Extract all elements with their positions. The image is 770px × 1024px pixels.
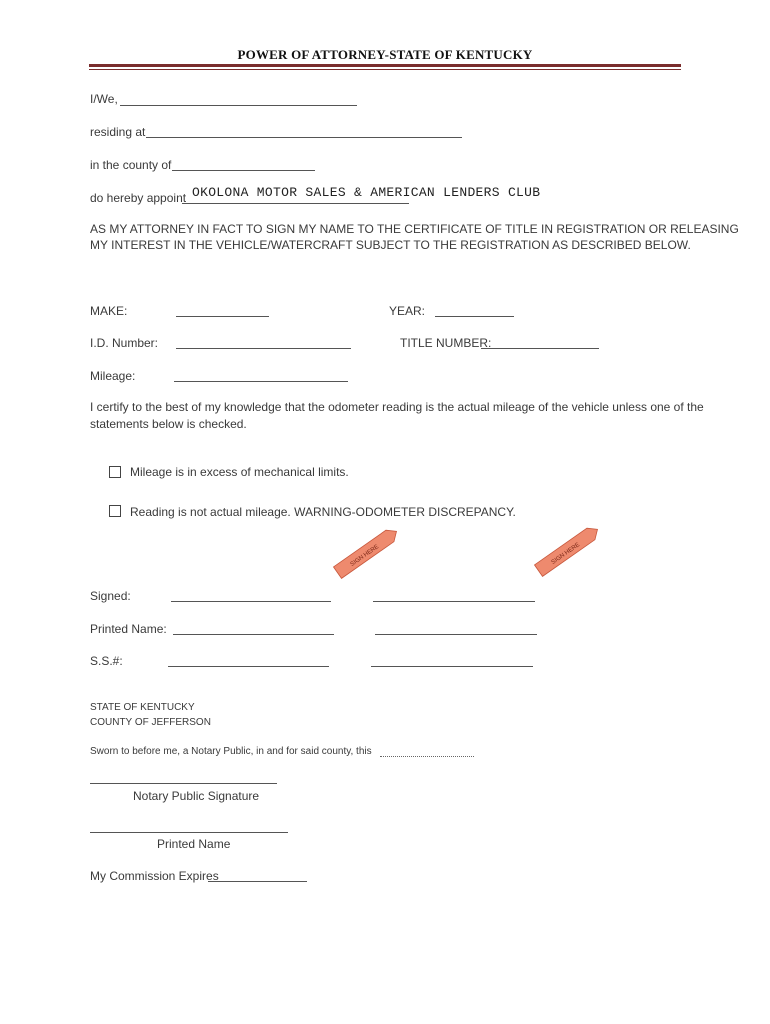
page-title: POWER OF ATTORNEY-STATE OF KENTUCKY: [237, 47, 533, 62]
appoint-value[interactable]: OKOLONA MOTOR SALES & AMERICAN LENDERS CLUB: [192, 185, 541, 200]
notary-signature-caption: Notary Public Signature: [133, 789, 260, 803]
sign-here-text-left: SIGN HERE: [349, 544, 381, 568]
ss-field-2[interactable]: [371, 666, 533, 667]
ss-field-1[interactable]: [168, 666, 329, 667]
year-field[interactable]: [435, 316, 514, 317]
odometer-discrepancy-label: Reading is not actual mileage. WARNING-ODOMETER DISCREPANCY.: [130, 505, 516, 519]
notary-state: STATE OF KENTUCKY: [90, 702, 195, 713]
mileage-excess-label: Mileage is in excess of mechanical limits.: [130, 465, 349, 479]
attorney-text-2: MY INTEREST IN THE VEHICLE/WATERCRAFT SUBJECT TO THE REGISTRATION AS DESCRIBED BELOW.: [90, 238, 691, 252]
signature-field-2[interactable]: [373, 601, 535, 602]
notary-county: COUNTY OF JEFFERSON: [90, 717, 211, 728]
sign-here-text-right: SIGN HERE: [550, 542, 582, 566]
make-field[interactable]: [176, 316, 269, 317]
commission-field[interactable]: [208, 881, 307, 882]
year-label: YEAR:: [389, 304, 426, 318]
make-label: MAKE:: [90, 304, 128, 318]
notary-printed-name-field[interactable]: [90, 832, 288, 833]
mileage-excess-checkbox[interactable]: [109, 466, 121, 478]
sworn-date-field[interactable]: [380, 756, 474, 757]
sworn-text: Sworn to before me, a Notary Public, in and for said county, this: [90, 746, 372, 757]
printed-name-field-2[interactable]: [375, 634, 537, 635]
sign-here-tag-right: [523, 520, 613, 580]
ss-label: S.S.#:: [90, 654, 123, 668]
county-field[interactable]: [172, 170, 315, 171]
id-field[interactable]: [176, 348, 351, 349]
appoint-label: do hereby appoint: [90, 191, 187, 205]
mileage-label: Mileage:: [90, 369, 136, 383]
commission-label: My Commission Expires: [90, 869, 219, 883]
printed-name-label: Printed Name:: [90, 622, 167, 636]
residing-field[interactable]: [146, 137, 462, 138]
notary-printed-name-caption: Printed Name: [157, 837, 231, 851]
iwe-label: I/We,: [90, 92, 118, 106]
appoint-field: [182, 203, 409, 204]
title-number-field[interactable]: [481, 348, 599, 349]
title-number-label: TITLE NUMBER:: [400, 336, 492, 350]
mileage-field[interactable]: [174, 381, 348, 382]
notary-signature-field[interactable]: [90, 783, 277, 784]
residing-label: residing at: [90, 125, 146, 139]
title-rule-thin: [89, 69, 681, 70]
certify-text-1: I certify to the best of my knowledge that the odometer reading is the actual mileage of the vehicle unless one of the: [90, 400, 704, 414]
signature-field-1[interactable]: [171, 601, 331, 602]
iwe-field[interactable]: [120, 105, 357, 106]
attorney-text-1: AS MY ATTORNEY IN FACT TO SIGN MY NAME TO THE CERTIFICATE OF TITLE IN REGISTRATION OR RELEASING: [90, 222, 739, 236]
certify-text-2: statements below is checked.: [90, 417, 247, 431]
signed-label: Signed:: [90, 589, 131, 603]
printed-name-field-1[interactable]: [173, 634, 334, 635]
sign-here-tag-left: [322, 522, 412, 582]
county-label: in the county of: [90, 158, 172, 172]
id-label: I.D. Number:: [90, 336, 159, 350]
title-rule-thick: [89, 64, 681, 67]
odometer-discrepancy-checkbox[interactable]: [109, 505, 121, 517]
